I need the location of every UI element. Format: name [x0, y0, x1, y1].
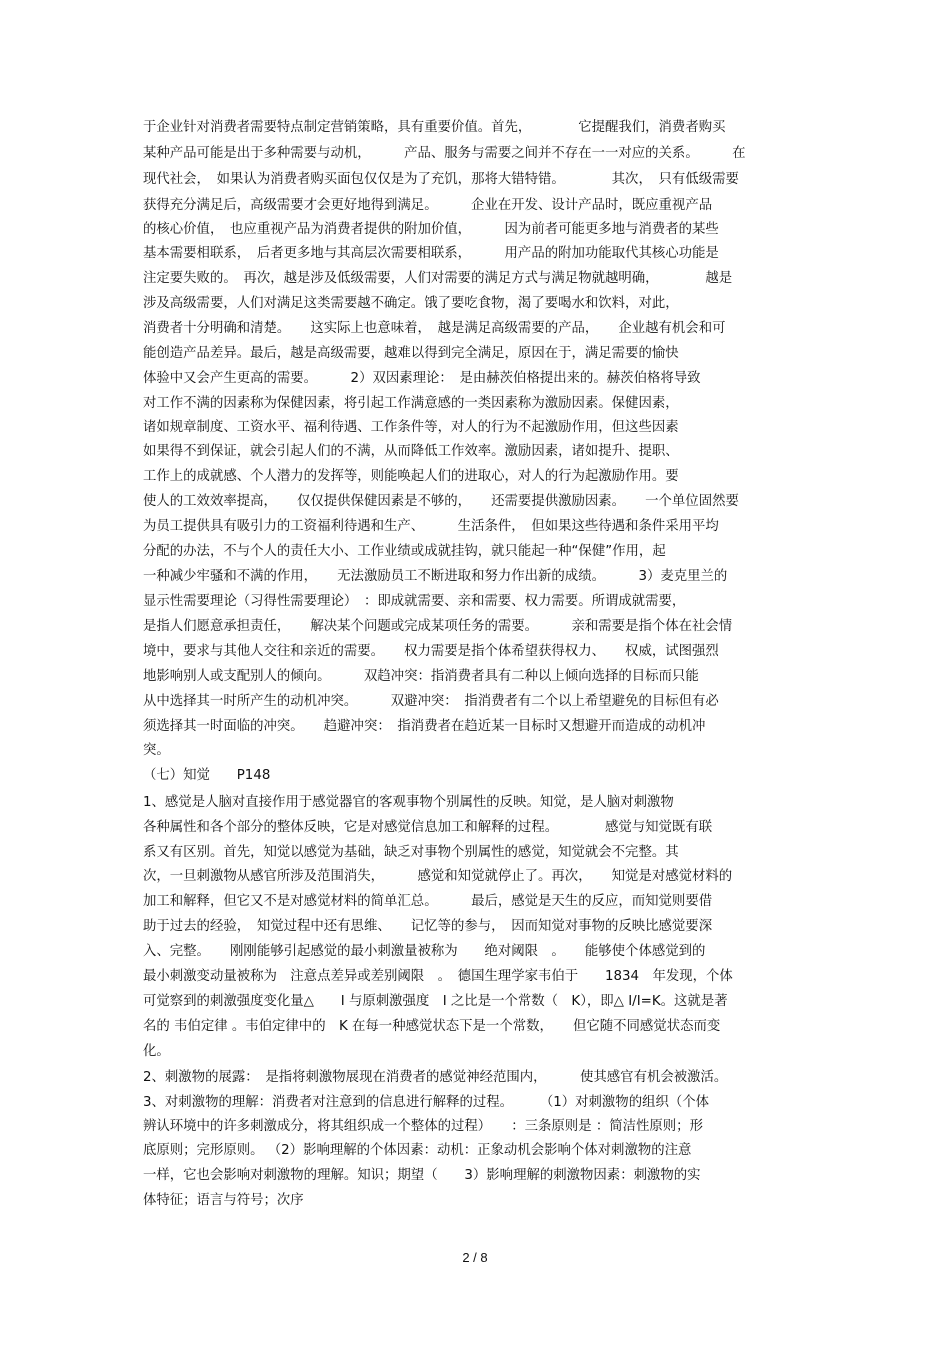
text-line: 工作上的成就感、个人潜力的发挥等，则能唤起人们的进取心，对人的行为起激励作用。要 — [143, 469, 679, 484]
text-line: 可觉察到的刺激强度变化量△ I 与原刺激强度 I 之比是一个常数（ K），即△ I/I=K。这就是著 — [143, 994, 728, 1009]
text-line: 是指人们愿意承担责任， 解决某个问题或完成某项任务的需要。 亲和需要是指个体在社会情 — [143, 619, 733, 634]
text-line: 诸如规章制度、工资水平、福利待遇、工作条件等，对人的行为不起激励作用，但这些因素 — [143, 420, 679, 435]
text-line: 如果得不到保证，就会引起人们的不满，从而降低工作效率。激励因素，诸如提升、提职、 — [143, 444, 679, 459]
text-line: 最小刺激变动量被称为 注意点差异或差别阈限 。 德国生理学家韦伯于 1834 年发现，个体 — [143, 969, 733, 984]
text-line: 于企业针对消费者需要特点制定营销策略，具有重要价值。首先， 它提醒我们，消费者购买 — [143, 120, 726, 135]
text-line: 系又有区别。首先，知觉以感觉为基础，缺乏对事物个别属性的感觉，知觉就会不完整。其 — [143, 845, 679, 860]
text-line: 体验中又会产生更高的需要。 2）双因素理论： 是由赫茨伯格提出来的。赫茨伯格将导致 — [143, 371, 701, 386]
text-line: 的核心价值， 也应重视产品为消费者提供的附加价值， 因为前者可能更多地与消费者的某些 — [143, 222, 719, 237]
text-line: 体特征；语言与符号；次序 — [143, 1193, 304, 1208]
text-line: 须选择其一时面临的冲突。 趋避冲突： 指消费者在趋近某一目标时又想避开而造成的动机冲 — [143, 719, 706, 734]
text-line: 一样，它也会影响对刺激物的理解。知识；期望（ 3）影响理解的刺激物因素：刺激物的实 — [143, 1168, 701, 1183]
text-line: 加工和解释，但它又不是对感觉材料的简单汇总。 最后，感觉是天生的反应，而知觉则要借 — [143, 894, 713, 909]
text-line: 3、对刺激物的理解：消费者对注意到的信息进行解释的过程。 （1）对刺激物的组织（个体 — [143, 1095, 710, 1110]
text-line: 为员工提供具有吸引力的工资福利待遇和生产、 生活条件， 但如果这些待遇和条件采用平均 — [143, 519, 719, 534]
text-line: 从中选择其一时所产生的动机冲突。 双避冲突： 指消费者有二个以上希望避免的目标但有必 — [143, 694, 719, 709]
text-line: 各种属性和各个部分的整体反映，它是对感觉信息加工和解释的过程。 感觉与知觉既有联 — [143, 820, 713, 835]
text-line: 使人的工效效率提高， 仅仅提供保健因素是不够的， 还需要提供激励因素。 一个单位固然要 — [143, 494, 739, 509]
text-line: 地影响别人或支配别人的倾向。 双趋冲突：指消费者具有二种以上倾向选择的目标而只能 — [143, 669, 699, 684]
text-line: 对工作不满的因素称为保健因素，将引起工作满意感的一类因素称为激励因素。保健因素， — [143, 396, 679, 411]
page-number: 2 / 8 — [462, 1250, 488, 1265]
text-line: 1、感觉是人脑对直接作用于感觉器官的客观事物个别属性的反映。知觉，是人脑对刺激物 — [143, 795, 674, 810]
text-line: 一种减少牢骚和不满的作用， 无法激励员工不断进取和努力作出新的成绩。 3）麦克里兰的 — [143, 569, 728, 584]
text-line: 次，一旦刺激物从感官所涉及范围消失， 感觉和知觉就停止了。再次， 知觉是对感觉材料的 — [143, 869, 733, 884]
text-line: 境中，要求与其他人交往和亲近的需要。 权力需要是指个体希望获得权力、 权威，试图强烈 — [143, 644, 719, 659]
text-line: 某种产品可能是出于多种需要与动机， 产品、服务与需要之间并不存在一一对应的关系。 在 — [143, 146, 746, 161]
text-line: 显示性需要理论（习得性需要理论） ：即成就需要、亲和需要、权力需要。所谓成就需要， — [143, 594, 686, 609]
text-line: 化。 — [143, 1044, 170, 1059]
text-line: 名的 韦伯定律 。韦伯定律中的 K 在每一种感觉状态下是一个常数， 但它随不同感觉状态而变 — [143, 1019, 721, 1034]
text-line: 能创造产品差异。最后，越是高级需要，越难以得到完全满足，原因在于，满足需要的愉快 — [143, 346, 679, 361]
text-line: 消费者十分明确和清楚。 这实际上也意味着， 越是满足高级需要的产品， 企业越有机会和可 — [143, 321, 726, 336]
text-line: 分配的办法，不与个人的责任大小、工作业绩或成就挂钩，就只能起一种“保健”作用，起 — [143, 544, 666, 559]
text-line: 现代社会， 如果认为消费者购买面包仅仅是为了充饥，那将大错特错。 其次， 只有低级需要 — [143, 172, 739, 187]
section-heading: （七）知觉 P148 — [143, 768, 271, 783]
text-line: 助于过去的经验， 知觉过程中还有思维、 记忆等的参与， 因而知觉对事物的反映比感觉要深 — [143, 919, 713, 934]
text-line: 辨认环境中的许多刺激成分，将其组织成一个整体的过程） ：三条原则是 ：简洁性原则；形 — [143, 1119, 703, 1134]
text-line: 突。 — [143, 743, 170, 758]
text-line: 入、完整。 刚刚能够引起感觉的最小刺激量被称为 绝对阈限 。 能够使个体感觉到的 — [143, 944, 706, 959]
text-line: 涉及高级需要，人们对满足这类需要越不确定。饿了要吃食物，渴了要喝水和饮料，对此， — [143, 296, 679, 311]
text-line: 注定要失败的。 再次，越是涉及低级需要，人们对需要的满足方式与满足物就越明确， 越是 — [143, 271, 733, 286]
text-line: 2、刺激物的展露： 是指将刺激物展现在消费者的感觉神经范围内， 使其感官有机会被激活。 — [143, 1070, 728, 1085]
text-line: 基本需要相联系， 后者更多地与其高层次需要相联系， 用产品的附加功能取代其核心功能是 — [143, 246, 719, 261]
text-line: 获得充分满足后，高级需要才会更好地得到满足。 企业在开发、设计产品时，既应重视产品 — [143, 198, 713, 213]
text-line: 底原则；完形原则。 （2）影响理解的个体因素：动机：正象动机会影响个体对刺激物的注意 — [143, 1143, 692, 1158]
